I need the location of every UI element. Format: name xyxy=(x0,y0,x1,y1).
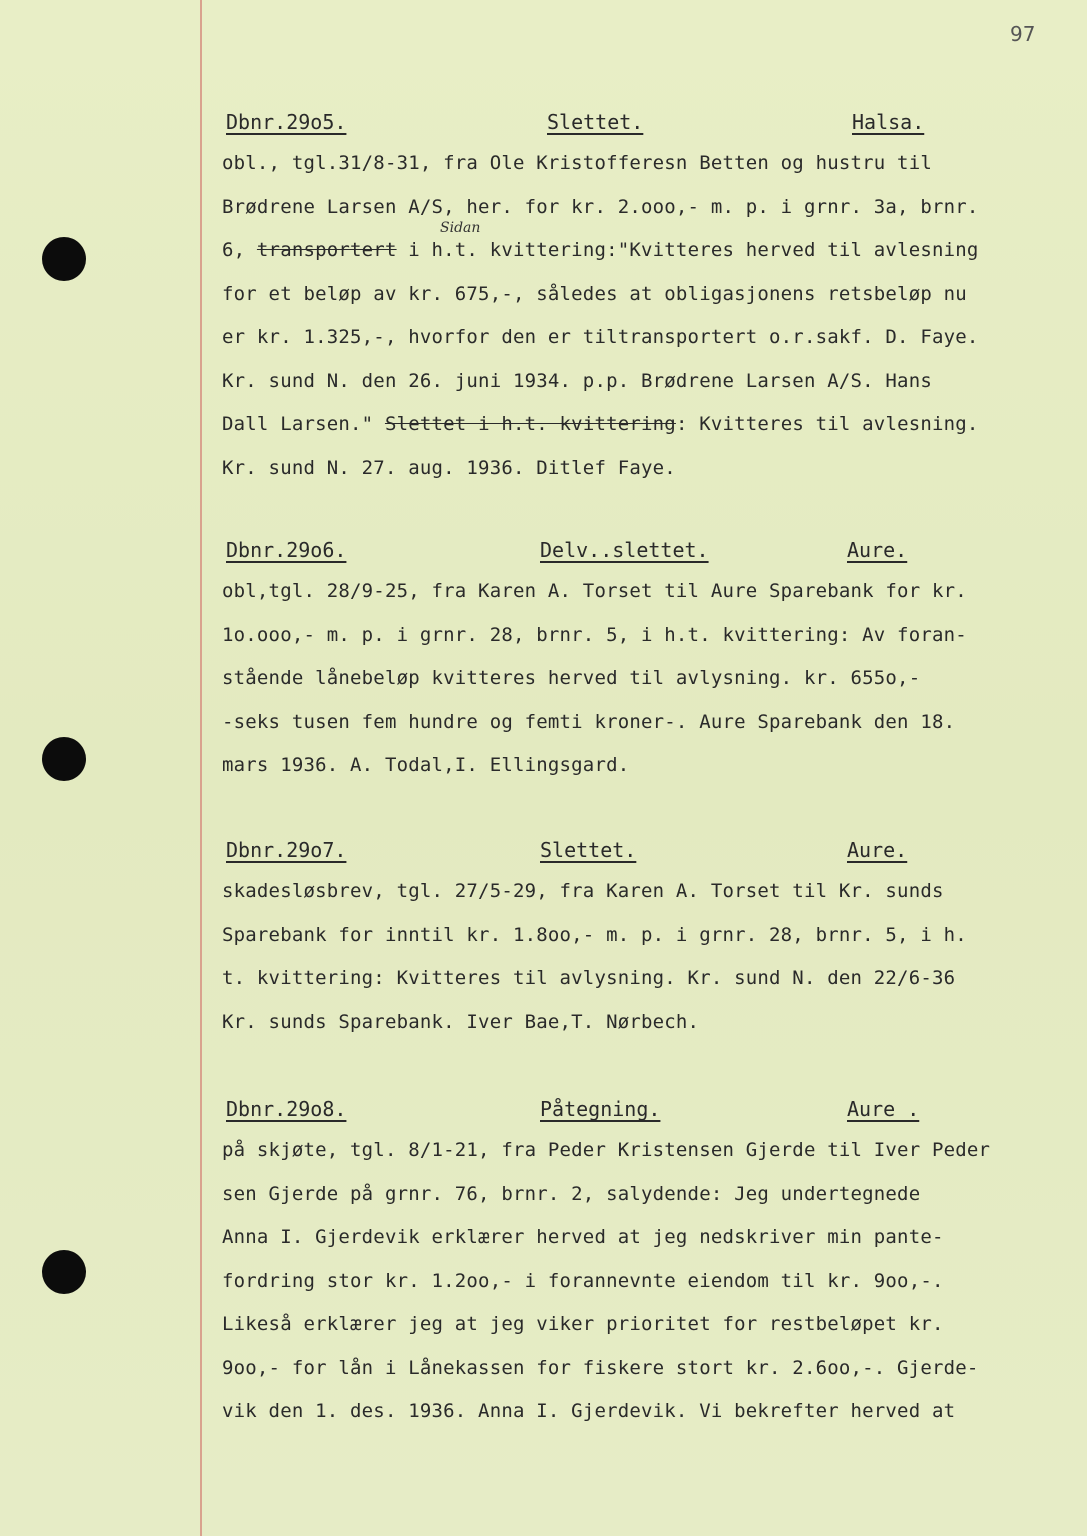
struck-text: transportert xyxy=(256,239,397,261)
struck-text: Slettet i h.t. kvittering xyxy=(384,413,676,435)
entry-line: obl,tgl. 28/9-25, fra Karen A. Torset til Aure Sparebank for kr. xyxy=(222,580,967,602)
entry-number: Dbnr.29o8. xyxy=(226,1097,347,1121)
entry xyxy=(222,1097,1072,1434)
entry-line: Sparebank for inntil kr. 1.8oo,- m. p. i grnr. 28, brnr. 5, i h. xyxy=(222,923,967,946)
entry-status: Delv..slettet. xyxy=(540,538,709,562)
punch-hole-icon xyxy=(42,737,86,781)
entry-line: vik den 1. des. 1936. Anna I. Gjerdevik. Vi bekrefter herved at xyxy=(222,1400,956,1422)
entry-line: stående lånebeløp kvitteres herved til avlysning. kr. 655o,- xyxy=(222,667,921,689)
entry-line: skadesløsbrev, tgl. 27/5-29, fra Karen A. Torset til Kr. sunds xyxy=(222,880,944,902)
entry-heading xyxy=(222,538,1072,570)
page-number: 97 xyxy=(1010,22,1036,46)
entry xyxy=(222,538,1072,788)
entry-line: Dall Larsen." Slettet i h.t. kvittering: Kvitteres til avlesning. xyxy=(222,413,979,435)
entry-status: Påtegning. xyxy=(540,1097,661,1121)
punch-hole-icon xyxy=(42,237,86,281)
entry xyxy=(222,838,1072,1044)
entry-line: Anna I. Gjerdevik erklærer herved at jeg nedskriver min pante- xyxy=(222,1226,944,1248)
entry-line: 1o.ooo,- m. p. i grnr. 28, brnr. 5, i h.t. kvittering: Av foran- xyxy=(222,623,967,646)
entry-line: obl., tgl.31/8-31, fra Ole Kristofferesn Betten og hustru til xyxy=(222,152,932,174)
entry-status: Slettet. xyxy=(540,838,637,862)
entry-status: Slettet. xyxy=(547,110,644,134)
entry-heading xyxy=(222,1097,1072,1129)
entry-line: Kr. sund N. 27. aug. 1936. Ditlef Faye. xyxy=(222,456,676,479)
entry-line: Brødrene Larsen A/S, her. for kr. 2.ooo,- m. p. i grnr. 3a, brnr. xyxy=(222,195,979,218)
entry-number: Dbnr.29o7. xyxy=(226,838,347,862)
punch-hole-icon xyxy=(42,1250,86,1294)
entry-number: Dbnr.29o6. xyxy=(226,538,347,562)
entry-place: Aure . xyxy=(847,1097,920,1121)
entry-line: Likeså erklærer jeg at jeg viker prioritet for restbeløpet kr. xyxy=(222,1313,944,1335)
entry-line: er kr. 1.325,-, hvorfor den er tiltransportert o.r.sakf. D. Faye. xyxy=(222,326,979,348)
entry-place: Halsa. xyxy=(852,110,925,134)
entry-heading xyxy=(222,838,1072,870)
entry-heading xyxy=(222,110,1072,142)
entry-line: 9oo,- for lån i Lånekassen for fiskere stort kr. 2.6oo,-. Gjerde- xyxy=(222,1356,979,1379)
entry-line: på skjøte, tgl. 8/1-21, fra Peder Kristensen Gjerde til Iver Peder xyxy=(222,1139,991,1161)
entry-place: Aure. xyxy=(847,538,908,562)
entry xyxy=(222,110,1072,490)
entry-number: Dbnr.29o5. xyxy=(226,110,347,134)
entry-line: sen Gjerde på grnr. 76, brnr. 2, salydende: Jeg undertegnede xyxy=(222,1182,921,1205)
margin-line xyxy=(200,0,202,1536)
interlinear-note: Sidan xyxy=(440,220,481,236)
entry-line: 6, transportert i h.t. kvittering:"Kvitteres herved til avlesning xyxy=(222,239,979,261)
entry-line: mars 1936. A. Todal,I. Ellingsgard. xyxy=(222,754,630,776)
entry-line: Kr. sund N. den 26. juni 1934. p.p. Brødrene Larsen A/S. Hans xyxy=(222,369,932,392)
entry-line: fordring stor kr. 1.2oo,- i forannevnte eiendom til kr. 9oo,-. xyxy=(222,1269,944,1292)
entry-place: Aure. xyxy=(847,838,908,862)
entry-line: -seks tusen fem hundre og femti kroner-. Aure Sparebank den 18. xyxy=(222,710,956,733)
entry-line: for et beløp av kr. 675,-, således at obligasjonens retsbeløp nu xyxy=(222,282,967,305)
entry-line: t. kvittering: Kvitteres til avlysning. Kr. sund N. den 22/6-36 xyxy=(222,967,956,989)
entry-line: Kr. sunds Sparebank. Iver Bae,T. Nørbech. xyxy=(222,1010,700,1033)
